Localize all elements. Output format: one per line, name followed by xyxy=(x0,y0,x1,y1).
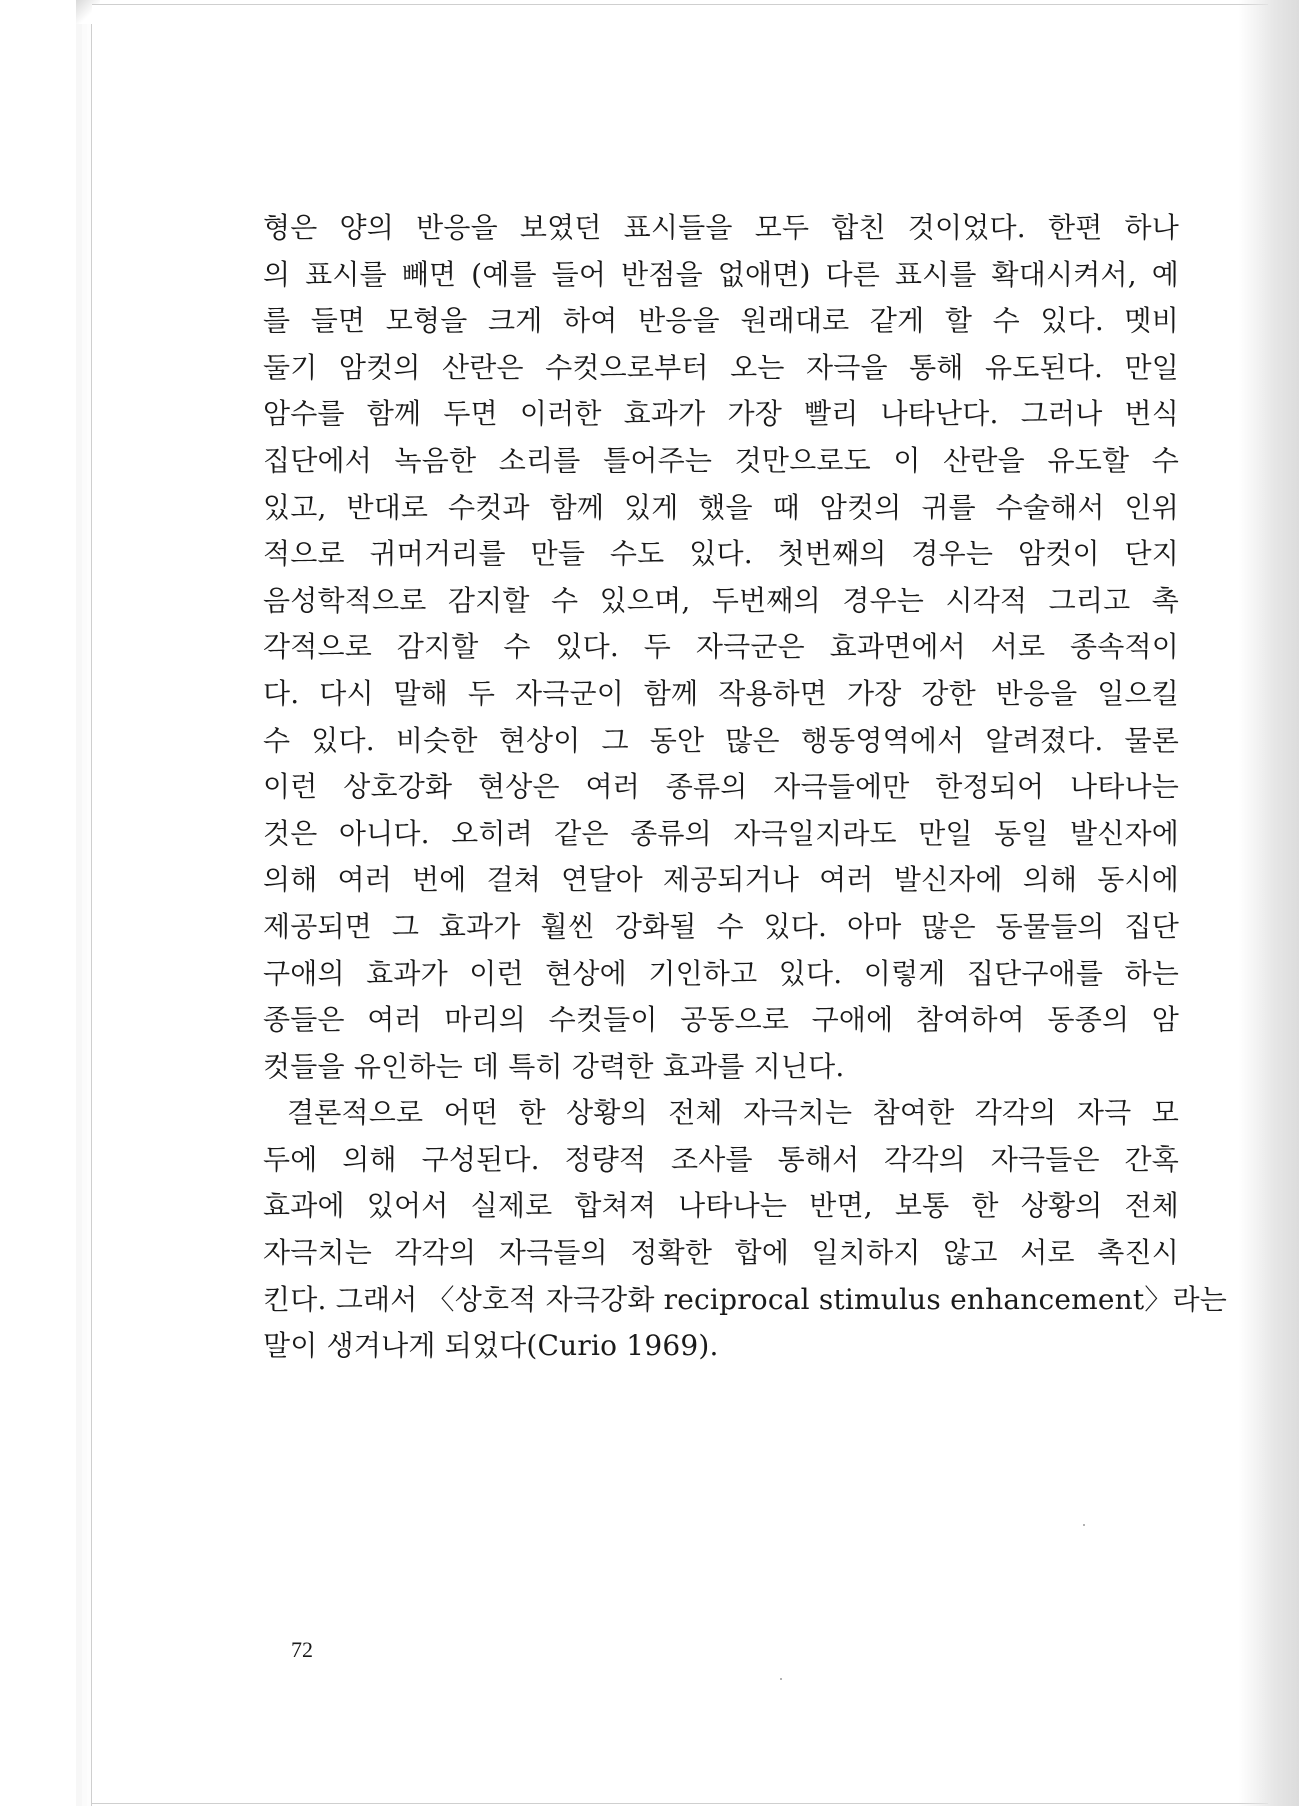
text-line: 의해 여러 번에 걸쳐 연달아 제공되거나 여러 발신자에 의해 동시에 xyxy=(263,863,1179,897)
text-line: 종들은 여러 마리의 수컷들이 공동으로 구애에 참여하여 동종의 암 xyxy=(263,1003,1179,1037)
text-line: 컷들을 유인하는 데 특히 강력한 효과를 지닌다. xyxy=(263,1049,845,1083)
text-line: 적으로 귀머거리를 만들 수도 있다. 첫번째의 경우는 암컷이 단지 xyxy=(263,537,1179,571)
text-line: 형은 양의 반응을 보였던 표시들을 모두 합친 것이었다. 한편 하나 xyxy=(263,211,1179,244)
text-line: 집단에서 녹음한 소리를 틀어주는 것만으로도 이 산란을 유도할 수 xyxy=(263,443,1179,477)
text-line: 결론적으로 어떤 한 상황의 전체 자극치는 참여한 각각의 자극 모 xyxy=(287,1096,1179,1130)
text-line: 있고, 반대로 수컷과 함께 있게 했을 때 암컷의 귀를 수술해서 인위 xyxy=(263,490,1179,524)
text-line: 를 들면 모형을 크게 하여 반응을 원래대로 같게 할 수 있다. 멧비 xyxy=(263,304,1179,338)
text-line: 것은 아니다. 오히려 같은 종류의 자극일지라도 만일 동일 발신자에 xyxy=(263,816,1179,850)
text-line: 킨다. 그래서 〈상호적 자극강화 reciprocal stimulus enhancement〉라는 xyxy=(263,1282,1228,1316)
text-line: 말이 생겨나게 되었다(Curio 1969). xyxy=(263,1329,719,1363)
text-line: 효과에 있어서 실제로 합쳐져 나타나는 반면, 보통 한 상황의 전체 xyxy=(263,1189,1179,1223)
text-line: 자극치는 각각의 자극들의 정확한 합에 일치하지 않고 서로 촉진시 xyxy=(263,1236,1179,1270)
text-line: 둘기 암컷의 산란은 수컷으로부터 오는 자극을 통해 유도된다. 만일 xyxy=(263,350,1179,384)
paragraph-1 xyxy=(263,205,1179,1090)
binding-shadow xyxy=(1239,0,1299,1806)
text-line: 수 있다. 비슷한 현상이 그 동안 많은 행동영역에서 알려졌다. 물론 xyxy=(263,723,1179,757)
text-line: 음성학적으로 감지할 수 있으며, 두번째의 경우는 시각적 그리고 촉 xyxy=(263,583,1179,617)
text-line: 제공되면 그 효과가 훨씬 강화될 수 있다. 아마 많은 동물들의 집단 xyxy=(263,909,1179,943)
paragraph-2 xyxy=(263,1090,1228,1370)
text-line: 각적으로 감지할 수 있다. 두 자극군은 효과면에서 서로 종속적이 xyxy=(263,630,1179,664)
scan-speck xyxy=(1083,1524,1085,1526)
scan-speck xyxy=(780,1678,782,1680)
page-number: 72 xyxy=(291,1637,313,1662)
body-text xyxy=(263,205,1228,1370)
text-line: 암수를 함께 두면 이러한 효과가 가장 빨리 나타난다. 그러나 번식 xyxy=(263,397,1179,431)
text-line: 의 표시를 빼면 (예를 들어 반점을 없애면) 다른 표시를 확대시켜서, 예 xyxy=(263,257,1179,291)
text-line: 다. 다시 말해 두 자극군이 함께 작용하면 가장 강한 반응을 일으킬 xyxy=(263,676,1179,710)
text-line: 구애의 효과가 이런 현상에 기인하고 있다. 이렇게 집단구애를 하는 xyxy=(263,956,1179,990)
text-line: 두에 의해 구성된다. 정량적 조사를 통해서 각각의 자극들은 간혹 xyxy=(263,1142,1179,1176)
text-line: 이런 상호강화 현상은 여러 종류의 자극들에만 한정되어 나타나는 xyxy=(263,770,1179,804)
